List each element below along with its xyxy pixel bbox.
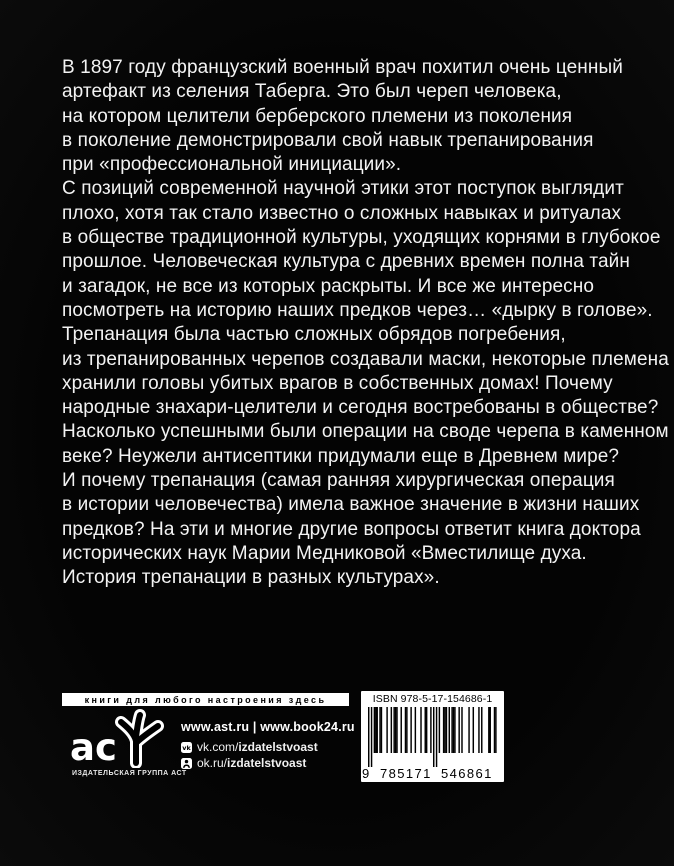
ok-account: izdatelstvoast bbox=[227, 756, 307, 770]
blurb-line: И почему трепанация (самая ранняя хирургическая операция bbox=[62, 470, 615, 492]
ast-logo-letters: ас bbox=[70, 726, 117, 768]
blurb-line: С позиций современной научной этики этот поступок выглядит bbox=[62, 178, 624, 200]
blurb-line: История трепанации в разных культурах». bbox=[62, 567, 440, 589]
ok-icon bbox=[181, 758, 192, 769]
blurb-line: на котором целители берберского племени из поколения bbox=[62, 105, 573, 127]
blurb-line: из трепанированных черепов создавали маски, некоторые племена bbox=[62, 348, 669, 370]
ok-prefix: ok.ru/ bbox=[197, 756, 228, 770]
blurb-line: посмотреть на историю наших предков через… «дырку в голове». bbox=[62, 299, 653, 321]
blurb-line: в поколение демонстрировали свой навык трепанирования bbox=[62, 129, 594, 151]
ast-logo-icon bbox=[70, 708, 168, 768]
blurb-line: и загадок, не все из которых раскрыты. И все же интересно bbox=[62, 275, 595, 297]
vk-icon bbox=[181, 742, 192, 753]
vk-link-text bbox=[197, 740, 318, 754]
barcode-digit-group: 9 bbox=[362, 766, 371, 781]
blurb-line: Насколько успешными были операции на своде черепа в каменном bbox=[62, 421, 669, 443]
blurb-line: веке? Неужели антисептики придумали еще в Древнем мире? bbox=[62, 445, 620, 467]
blurb-line: в обществе традиционной культуры, уходящих корнями в глубокое bbox=[62, 227, 661, 249]
publisher-websites: www.ast.ru | www.book24.ru bbox=[181, 720, 355, 734]
ok-link-row bbox=[181, 756, 306, 770]
blurb-line: артефакт из селения Таберга. Это был череп человека, bbox=[62, 81, 562, 103]
barcode-icon bbox=[368, 707, 498, 767]
barcode-digit-group: 785171 bbox=[380, 766, 432, 781]
vk-account: izdatelstvoast bbox=[238, 740, 318, 754]
blurb-line: в истории человечества) имела важное значение в жизни наших bbox=[62, 494, 640, 516]
blurb-line: исторических наук Марии Медниковой «Вместилище духа. bbox=[62, 542, 587, 564]
vk-prefix: vk.com/ bbox=[197, 740, 239, 754]
annotation-text bbox=[62, 56, 669, 591]
barcode-panel bbox=[361, 691, 504, 782]
vk-link-row bbox=[181, 740, 318, 754]
blurb-line: народные знахари-целители и сегодня востребованы в обществе? bbox=[62, 397, 659, 419]
publisher-caption: ИЗДАТЕЛЬСКАЯ ГРУППА АСТ bbox=[72, 770, 187, 777]
svg-text:vk: vk bbox=[182, 743, 191, 752]
blurb-line: В 1897 году французский военный врач похитил очень ценный bbox=[62, 57, 623, 78]
isbn-label: ISBN 978-5-17-154686-1 bbox=[372, 693, 493, 705]
barcode-digit-group: 546861 bbox=[441, 766, 493, 781]
blurb-line: прошлое. Человеческая культура с древних времен полна тайн bbox=[62, 251, 630, 273]
ok-link-text bbox=[197, 756, 306, 770]
blurb-line: хранили головы убитых врагов в собственных домах! Почему bbox=[62, 372, 613, 394]
tagline-band bbox=[62, 693, 349, 706]
blurb-line: плохо, хотя так стало известно о сложных навыках и ритуалах bbox=[62, 202, 622, 224]
blurb-line: Трепанация была частью сложных обрядов погребения, bbox=[62, 324, 566, 346]
blurb-line: при «профессиональной инициации». bbox=[62, 154, 402, 176]
blurb-line: предков? На эти и многие другие вопросы ответит книга доктора bbox=[62, 518, 641, 540]
tagline-text: книги для любого настроения здесь bbox=[84, 694, 327, 705]
